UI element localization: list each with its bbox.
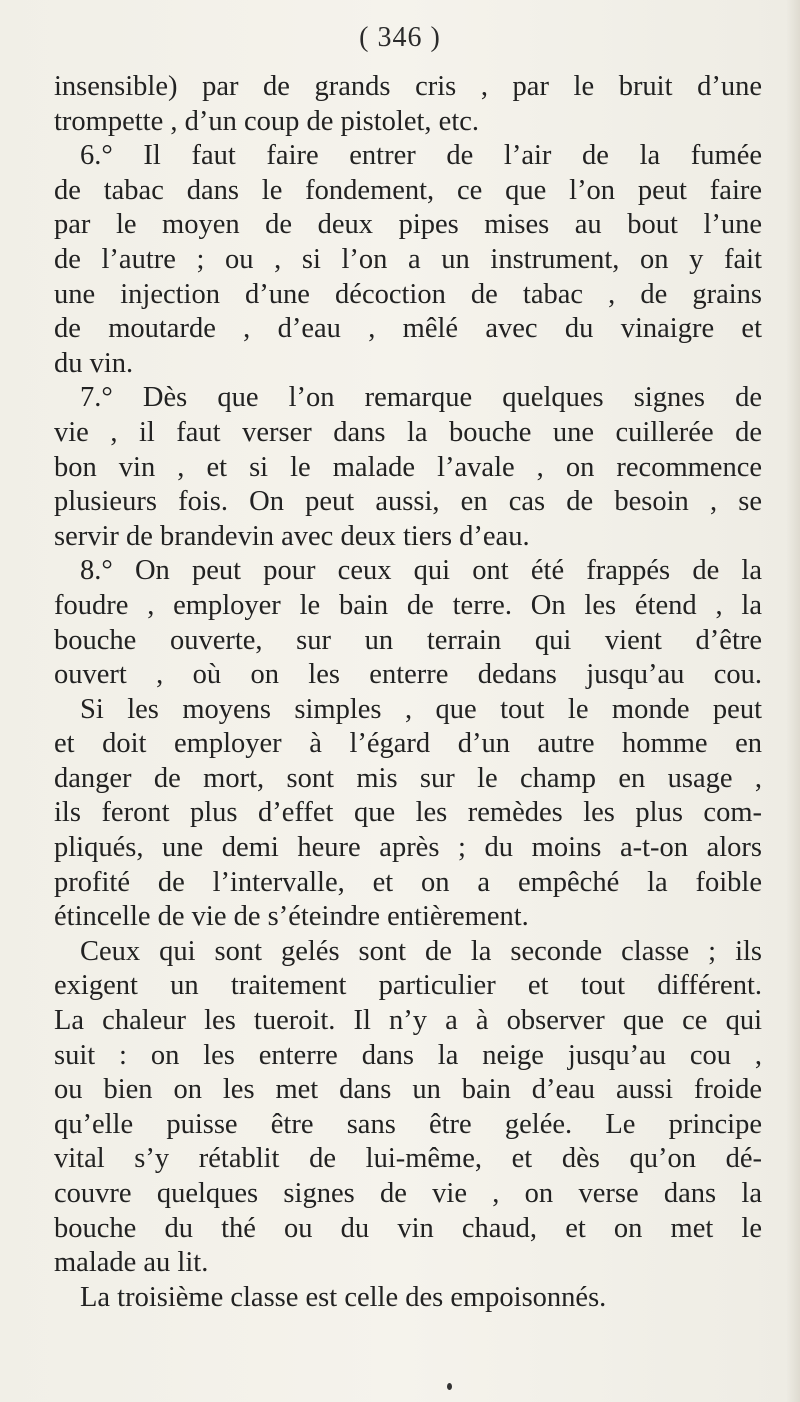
text-line: 7.° Dès que l’on remarque quelques signes de <box>80 382 762 414</box>
text-line: par le moyen de deux pipes mises au bout l’une <box>54 209 762 241</box>
text-line: plusieurs fois. On peut aussi, en cas de besoin , se <box>54 486 762 518</box>
text-line: Si les moyens simples , que tout le monde peut <box>80 693 762 725</box>
text-line: du vin. <box>54 347 134 379</box>
page-edge-shadow <box>786 0 800 1402</box>
text-line: La troisième classe est celle des empoisonnés. <box>80 1281 607 1313</box>
page-text <box>54 70 762 1315</box>
text-line: ils feront plus d’effet que les remèdes les plus com- <box>54 797 762 829</box>
page-number: ( 346 ) <box>359 22 441 53</box>
text-line: qu’elle puisse être sans être gelée. Le principe <box>54 1108 762 1140</box>
text-line: profité de l’intervalle, et on a empêché la foible <box>54 866 762 898</box>
text-line: ouvert , où on les enterre dedans jusqu’au cou. <box>54 659 762 691</box>
text-line: bouche ouverte, sur un terrain qui vient d’être <box>54 624 762 656</box>
text-line: bon vin , et si le malade l’avale , on recommence <box>54 451 762 483</box>
text-line: pliqués, une demi heure après ; du moins a-t-on alors <box>54 832 762 864</box>
ink-speck <box>447 1383 452 1390</box>
text-line: exigent un traitement particulier et tout différent. <box>54 970 762 1002</box>
text-line: Ceux qui sont gelés sont de la seconde classe ; ils <box>80 935 762 967</box>
text-line: de tabac dans le fondement, ce que l’on peut faire <box>54 174 762 206</box>
text-line: bouche du thé ou du vin chaud, et on met le <box>54 1212 762 1244</box>
text-line: foudre , employer le bain de terre. On les étend , la <box>54 589 762 621</box>
text-line: servir de brandevin avec deux tiers d’eau. <box>54 520 530 552</box>
text-line: une injection d’une décoction de tabac , de grains <box>54 278 762 310</box>
text-line: de l’autre ; ou , si l’on a un instrument, on y fait <box>54 243 762 275</box>
text-line: ou bien on les met dans un bain d’eau aussi froide <box>54 1074 762 1106</box>
text-line: vie , il faut verser dans la bouche une cuillerée de <box>54 416 762 448</box>
text-line: La chaleur les tueroit. Il n’y a à observer que ce qui <box>54 1005 762 1037</box>
text-line: couvre quelques signes de vie , on verse dans la <box>54 1178 762 1209</box>
text-line: 6.° Il faut faire entrer de l’air de la fumée <box>80 140 762 172</box>
text-line: étincelle de vie de s’éteindre entièrement. <box>54 901 529 933</box>
text-line: danger de mort, sont mis sur le champ en usage , <box>54 762 762 794</box>
text-line: de moutarde , d’eau , mêlé avec du vinaigre et <box>54 313 762 345</box>
text-line: vital s’y rétablit de lui-même, et dès qu’on dé- <box>54 1143 762 1175</box>
text-line: et doit employer à l’égard d’un autre homme en <box>54 728 762 760</box>
text-line: malade au lit. <box>54 1247 209 1279</box>
text-line: 8.° On peut pour ceux qui ont été frappés de la <box>80 555 762 587</box>
text-line: trompette , d’un coup de pistolet, etc. <box>54 105 480 137</box>
text-line: suit : on les enterre dans la neige jusqu’au cou , <box>54 1039 762 1071</box>
text-line: insensible) par de grands cris , par le bruit d’une <box>54 71 762 102</box>
